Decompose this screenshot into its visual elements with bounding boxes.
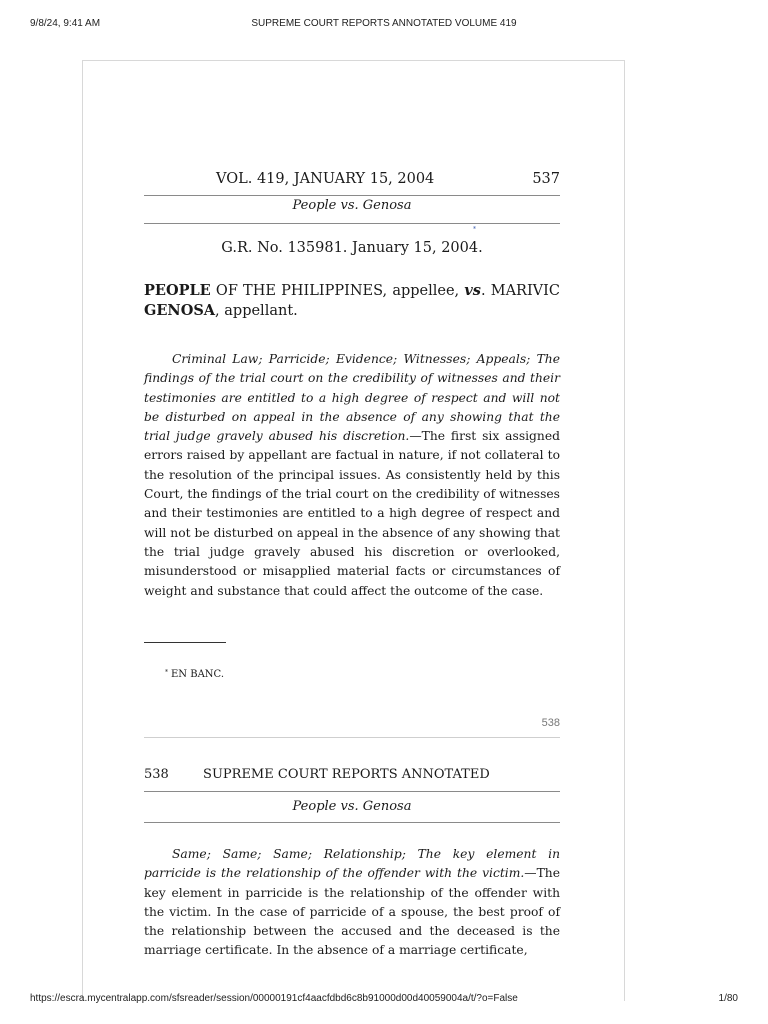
syllabus-paragraph-1 bbox=[144, 350, 560, 601]
footnote-text: EN BANC. bbox=[171, 669, 225, 680]
versus: vs bbox=[464, 282, 481, 299]
next-page-label: 538 bbox=[541, 717, 560, 729]
syllabus-keywords: Same; Same; Same; Relationship; The key element in parricide is the relationship of the offender with the victim. bbox=[144, 847, 560, 881]
party-text: . MARIVIC bbox=[480, 283, 560, 299]
case-parties bbox=[144, 281, 560, 321]
running-title: SUPREME COURT REPORTS ANNOTATED bbox=[203, 767, 490, 782]
syllabus-body: —The first six assigned errors raised by appellant are factual in nature, if not collateral to the resolution of the principal issues. As consistently held by this Court, the findings of the trial court on the credibility of witnesses and their testimonies are entitled to a high degree of respect and will not be disturbed on appeal in the absence of any showing that the trial judge gravely abused his discretion or overlooked, misunderstood or misapplied material facts or circumstances of weight and substance that could affect the outcome of the case. bbox=[144, 429, 560, 598]
print-datetime: 9/8/24, 9:41 AM bbox=[30, 18, 101, 29]
print-title: SUPREME COURT REPORTS ANNOTATED VOLUME 419 bbox=[251, 18, 517, 29]
print-page-count: 1/80 bbox=[718, 993, 738, 1004]
footnote bbox=[165, 669, 224, 680]
header-rule bbox=[144, 195, 560, 196]
print-header bbox=[0, 18, 768, 32]
case-title-538: People vs. Genosa bbox=[292, 799, 412, 814]
header-rule bbox=[144, 791, 560, 792]
party-text: , appellant. bbox=[215, 303, 298, 319]
footnote-marker: * bbox=[165, 669, 168, 676]
header-rule bbox=[144, 822, 560, 823]
page-header-538 bbox=[144, 767, 560, 782]
print-footer bbox=[0, 993, 768, 1007]
footnote-marker-link[interactable]: * bbox=[473, 226, 476, 233]
syllabus-paragraph-2 bbox=[144, 845, 560, 961]
syllabus-keywords: Criminal Law; Parricide; Evidence; Witnesses; Appeals; The findings of the trial court on the credibility of witnesses and their testimonies are entitled to a high degree of respect and will not be disturbed on appeal in the absence of any showing that the trial judge gravely abused his discretion. bbox=[144, 352, 560, 444]
header-rule bbox=[144, 223, 560, 224]
page-number-538: 538 bbox=[144, 767, 169, 782]
page-break-rule bbox=[144, 737, 560, 738]
party-genosa: GENOSA bbox=[144, 302, 216, 319]
volume-line: VOL. 419, JANUARY 15, 2004 bbox=[216, 171, 435, 187]
page-number-537: 537 bbox=[532, 171, 560, 187]
syllabus-body: —The key element in parricide is the relationship of the offender with the victim. In the case of parricide of a spouse, the best proof of the relationship between the accused and the deceased is the marriage certificate. In the absence of a marriage certificate, bbox=[144, 866, 560, 958]
party-people: PEOPLE bbox=[144, 282, 211, 299]
footnote-rule bbox=[144, 642, 226, 643]
print-url: https://escra.mycentralapp.com/sfsreader/session/00000191cf4aacfdbd6c8b91000d00d40059004a/t/?o=False bbox=[30, 993, 518, 1004]
gr-number: G.R. No. 135981. January 15, 2004. bbox=[221, 240, 483, 256]
page-header-537 bbox=[144, 171, 560, 187]
party-text: OF THE PHILIPPINES, appellee, bbox=[210, 283, 465, 299]
case-title-537: People vs. Genosa bbox=[292, 198, 412, 213]
